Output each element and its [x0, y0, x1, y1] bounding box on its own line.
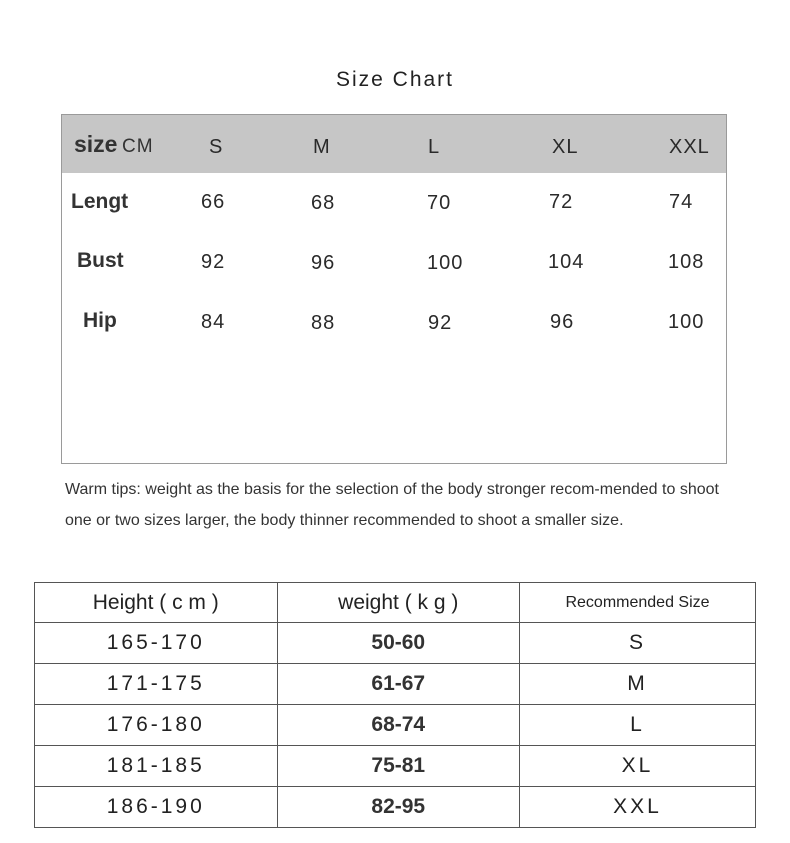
value-length-xxl: 74 [669, 191, 694, 213]
warm-tips-text: Warm tips: weight as the basis for the selection of the body stronger recom-mended to shoot one or two sizes larger, the body thinner recommended to shoot a smaller size. [65, 481, 719, 529]
value-length-xl: 72 [549, 191, 574, 213]
height-cell: 171-175 [35, 664, 278, 705]
value-hip-l: 92 [428, 312, 453, 334]
size-chart-header [62, 115, 726, 173]
value-hip-xxl: 100 [668, 311, 705, 333]
value-length-s: 66 [201, 191, 226, 213]
header-size-xl: XL [552, 136, 579, 158]
header-weight: weight ( k g ) [277, 583, 520, 623]
header-size-l: L [428, 136, 441, 158]
row-label-length: Lengt [71, 190, 129, 213]
value-length-m: 68 [311, 192, 336, 214]
value-bust-l: 100 [427, 252, 464, 274]
weight-cell: 50-60 [277, 623, 520, 664]
value-hip-m: 88 [311, 312, 336, 334]
weight-cell: 61-67 [277, 664, 520, 705]
table-row [35, 623, 756, 664]
value-hip-xl: 96 [550, 311, 575, 333]
size-cell: L [520, 705, 756, 746]
value-bust-s: 92 [201, 251, 226, 273]
table-row [35, 787, 756, 828]
row-label-bust: Bust [77, 249, 124, 272]
header-size-label: size [74, 131, 118, 157]
height-cell: 165-170 [35, 623, 278, 664]
header-recommended-size: Recommended Size [520, 583, 756, 623]
size-chart-table [61, 114, 727, 464]
page-title: Size Chart [335, 68, 455, 91]
size-recommendation-table [34, 582, 756, 828]
table-row [35, 705, 756, 746]
value-bust-xl: 104 [548, 251, 585, 273]
height-cell: 176-180 [35, 705, 278, 746]
height-cell: 186-190 [35, 787, 278, 828]
size-cell: XXL [520, 787, 756, 828]
weight-cell: 75-81 [277, 746, 520, 787]
header-size-xxl: XXL [669, 136, 710, 158]
table-header-row [35, 583, 756, 623]
size-cell: M [520, 664, 756, 705]
header-size-s: S [209, 136, 224, 158]
value-bust-m: 96 [311, 252, 336, 274]
table-row [35, 746, 756, 787]
header-height: Height ( c m ) [35, 583, 278, 623]
size-cell: XL [520, 746, 756, 787]
row-label-hip: Hip [83, 309, 117, 332]
table-row [35, 664, 756, 705]
weight-cell: 68-74 [277, 705, 520, 746]
value-hip-s: 84 [201, 311, 226, 333]
height-cell: 181-185 [35, 746, 278, 787]
size-cell: S [520, 623, 756, 664]
value-length-l: 70 [427, 192, 452, 214]
value-bust-xxl: 108 [668, 251, 705, 273]
weight-cell: 82-95 [277, 787, 520, 828]
header-size-m: M [313, 136, 331, 158]
header-unit-label: CM [122, 136, 154, 157]
